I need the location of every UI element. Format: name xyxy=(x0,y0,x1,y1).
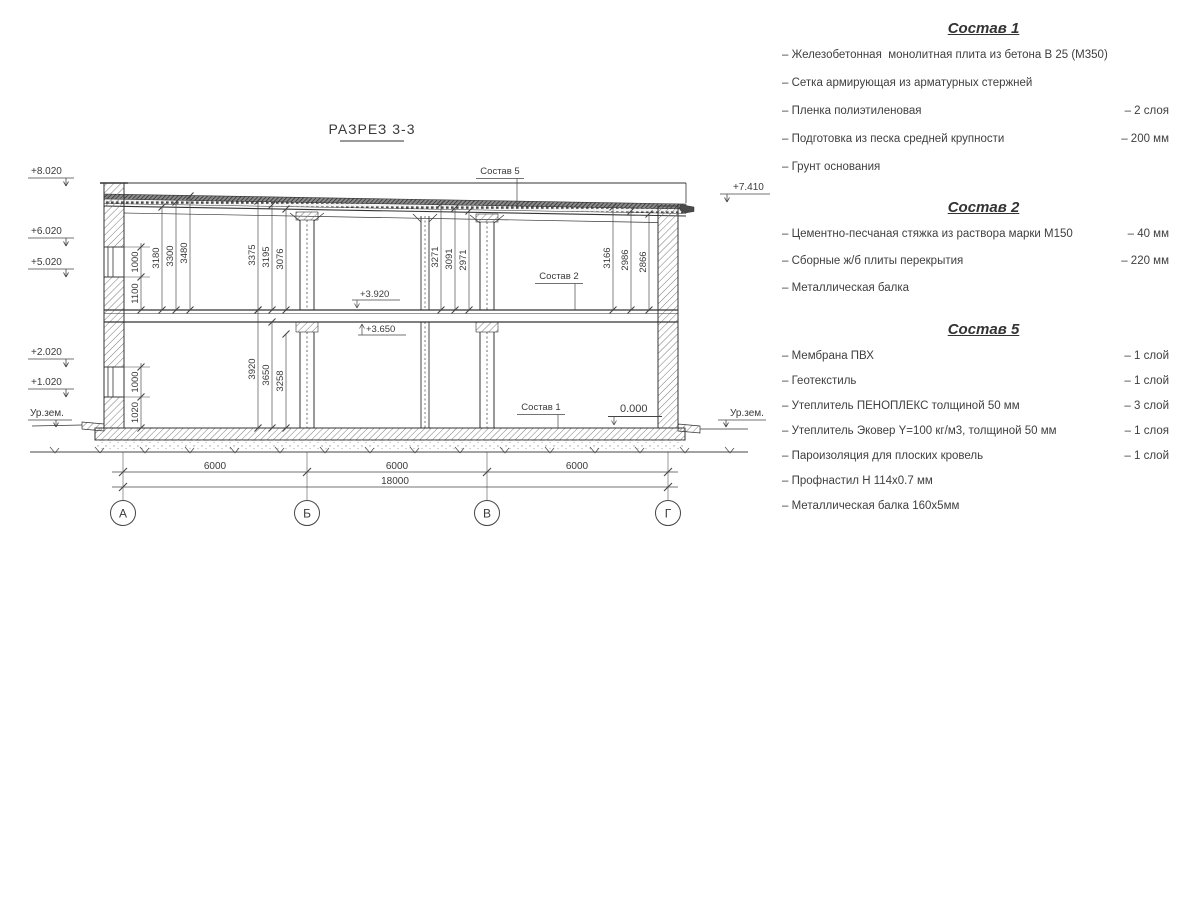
list-item xyxy=(782,375,1185,388)
column-b xyxy=(290,212,324,428)
dim-6000-2: 6000 xyxy=(385,461,409,472)
list-item xyxy=(782,49,1185,62)
item-value: – 2 слоя xyxy=(1124,105,1169,117)
elevation-label: +8.020 xyxy=(31,166,62,177)
leader-sostav-1: Состав 1 xyxy=(521,402,561,413)
item-name: – Мембрана ПВХ xyxy=(782,350,874,362)
item-value: – 40 мм xyxy=(1127,228,1169,240)
dim-18000: 18000 xyxy=(381,476,409,487)
right-wall xyxy=(658,204,678,428)
item-name: – Подготовка из песка средней крупности xyxy=(782,133,1005,145)
dim-label: 3300 xyxy=(165,245,176,267)
axis-b-label: Б xyxy=(303,506,311,521)
sand-layer xyxy=(95,440,685,451)
ground-level-label: Ур.зем. xyxy=(30,408,64,419)
vertical-dimensions xyxy=(124,193,653,432)
bottom-dimension-labels xyxy=(204,461,589,487)
item-value: – 220 мм xyxy=(1121,255,1169,267)
dim-label: 1000 xyxy=(130,371,141,393)
dim-label: 3091 xyxy=(444,248,455,270)
dim-6000-3: 6000 xyxy=(565,461,589,472)
leader-sostav-5: Состав 5 xyxy=(480,166,520,177)
item-value: – 1 слой xyxy=(1124,375,1169,387)
list-item xyxy=(782,475,1185,488)
item-name: – Утеплитель Эковер Y=100 кг/м3, толщиной 50 мм xyxy=(782,425,1057,437)
mark-zero: 0.000 xyxy=(620,403,648,415)
list-item xyxy=(782,161,1185,174)
list-item xyxy=(782,105,1185,118)
item-name: – Утеплитель ПЕНОПЛЕКС толщиной 50 мм xyxy=(782,400,1020,412)
item-name: – Профнастил Н 114х0.7 мм xyxy=(782,475,933,487)
dim-label: 3650 xyxy=(261,364,272,386)
column-v xyxy=(470,214,504,428)
ground-level-label: Ур.зем. xyxy=(730,408,764,419)
sostav-2-title: Состав 2 xyxy=(947,199,1020,216)
item-name: – Грунт основания xyxy=(782,161,881,173)
section-drawing xyxy=(0,0,778,560)
mark-3650: +3.650 xyxy=(366,324,396,335)
dim-label: 3920 xyxy=(247,358,258,380)
dim-label: 3480 xyxy=(179,242,190,264)
dim-label: 3271 xyxy=(430,246,441,268)
elevation-marks-right xyxy=(718,182,770,427)
ground-slab xyxy=(32,422,748,451)
list-item xyxy=(782,425,1185,438)
dim-label: 3258 xyxy=(275,370,286,392)
dim-label: 1000 xyxy=(130,251,141,273)
mark-3920: +3.920 xyxy=(360,289,390,300)
partition xyxy=(413,214,437,428)
item-value: – 3 слой xyxy=(1124,400,1169,412)
dim-label: 2866 xyxy=(638,251,649,273)
list-item xyxy=(782,350,1185,363)
floor-slab xyxy=(104,310,678,322)
axis-bubbles xyxy=(111,501,681,526)
roof-assembly xyxy=(104,183,694,223)
dim-label: 3166 xyxy=(602,247,613,269)
elevation-label: +7.410 xyxy=(733,182,764,193)
list-item xyxy=(782,400,1185,413)
item-value: – 1 слоя xyxy=(1124,425,1169,437)
axis-g-label: Г xyxy=(664,506,672,521)
elevation-label: +2.020 xyxy=(31,347,62,358)
blind-area-right xyxy=(678,424,700,433)
item-name: – Железобетонная монолитная плита из бетона В 25 (М350) xyxy=(782,49,1108,61)
leader-sostav-2: Состав 2 xyxy=(539,271,579,282)
drawing-title xyxy=(329,121,416,141)
dim-label: 1020 xyxy=(130,401,141,424)
left-wall xyxy=(100,183,128,428)
dim-label: 2971 xyxy=(458,249,469,271)
sostav-1-panel xyxy=(782,20,1185,189)
dim-label: 3180 xyxy=(151,247,162,269)
item-name: – Пленка полиэтиленовая xyxy=(782,105,922,117)
elevation-marks-left xyxy=(28,166,74,427)
item-name: – Металлическая балка 160х5мм xyxy=(782,500,960,512)
dim-label: 3375 xyxy=(247,244,258,266)
elevation-label: +1.020 xyxy=(31,377,62,388)
list-item xyxy=(782,500,1185,513)
window-upper-left xyxy=(104,247,124,277)
sostav-5-title: Состав 5 xyxy=(947,321,1020,338)
axis-a-label: А xyxy=(118,506,128,521)
item-value: – 200 мм xyxy=(1121,133,1169,145)
item-value: – 1 слой xyxy=(1124,450,1169,462)
item-name: – Пароизоляция для плоских кровель xyxy=(782,450,984,462)
sostav-5-panel xyxy=(782,321,1185,525)
list-item xyxy=(782,228,1185,241)
item-name: – Металлическая балка xyxy=(782,282,910,294)
axis-v-label: В xyxy=(482,506,492,521)
item-name: – Сборные ж/б плиты перекрытия xyxy=(782,255,964,267)
dim-label: 3195 xyxy=(261,246,272,268)
item-name: – Цементно-песчаная стяжка из раствора марки М150 xyxy=(782,228,1073,240)
sostav-1-title: Состав 1 xyxy=(947,20,1020,37)
list-item xyxy=(782,255,1185,268)
dim-label: 1100 xyxy=(130,283,141,304)
item-name: – Геотекстиль xyxy=(782,375,857,387)
item-value: – 1 слой xyxy=(1124,350,1169,362)
dim-6000-1: 6000 xyxy=(203,461,227,472)
dim-label: 3076 xyxy=(275,248,286,270)
item-name: – Сетка армирующая из арматурных стержней xyxy=(782,77,1033,89)
window-lower-left xyxy=(104,367,124,397)
dim-label: 2986 xyxy=(620,249,631,271)
elevation-label: +6.020 xyxy=(31,226,62,237)
list-item xyxy=(782,282,1185,295)
list-item xyxy=(782,133,1185,146)
sostav-2-panel xyxy=(782,199,1185,309)
elevation-label: +5.020 xyxy=(31,257,62,268)
list-item xyxy=(782,450,1185,463)
section-title-text: РАЗРЕЗ 3-3 xyxy=(328,121,416,137)
list-item xyxy=(782,77,1185,90)
blind-area-left xyxy=(82,422,104,431)
